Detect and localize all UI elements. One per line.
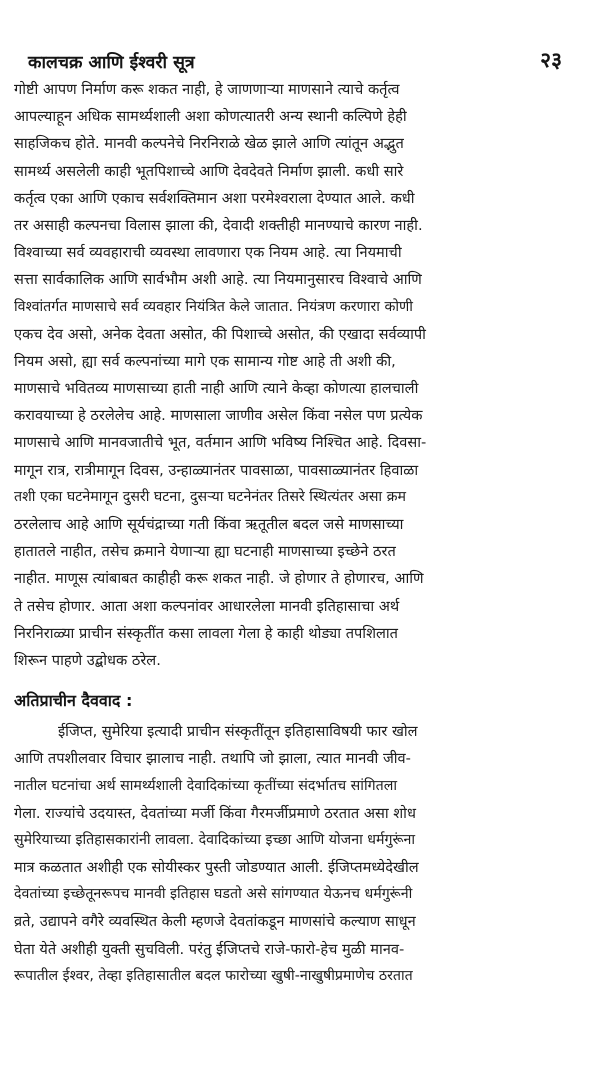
text-line: ईजिप्त, सुमेरिया इत्यादी प्राचीन संस्कृतींतून इतिहासाविषयी फार खोल	[58, 723, 418, 741]
text-line: मात्र कळतात अशीही एक सोयीस्कर पुस्ती जोडण्यात आली. ईजिप्तमध्येदेखील	[14, 859, 419, 877]
text-line: व्रते, उद्यापने वगैरे व्यवस्थित केली म्हणजे देवतांकडून माणसांचे कल्याण साधून	[14, 913, 416, 931]
section-heading: अतिप्राचीन दैववाद :	[14, 691, 133, 711]
text-line: साहजिकच होते. मानवी कल्पनेचे निरनिराळे खेळ झाले आणि त्यांतून अद्भुत	[14, 135, 404, 153]
text-line: हातातले नाहीत, तसेच क्रमाने येणाऱ्या ह्या घटनाही माणसाच्या इच्छेने ठरत	[14, 543, 396, 561]
text-line: माणसाचे भवितव्य माणसाच्या हाती नाही आणि त्याने केव्हा कोणत्या हालचाली	[14, 380, 419, 398]
text-line: ते तसेच होणार. आता अशा कल्पनांवर आधारलेला मानवी इतिहासाचा अर्थ	[14, 597, 400, 615]
text-line: करावयाच्या हे ठरलेलेच आहे. माणसाला जाणीव असेल किंवा नसेल पण प्रत्येक	[14, 407, 423, 425]
text-line: कर्तृत्व एका आणि एकाच सर्वशक्तिमान अशा परमेश्वराला देण्यात आले. कधी	[14, 189, 415, 207]
running-header	[14, 0, 582, 76]
text-line: सुमेरियाच्या इतिहासकारांनी लावला. देवादिकांच्या इच्छा आणि योजना धर्मगुरूंना	[14, 831, 416, 848]
text-line: माणसाचे आणि मानवजातीचे भूत, वर्तमान आणि भविष्य निश्चित आहे. दिवसा-	[14, 434, 427, 452]
text-line: देवतांच्या इच्छेतूनरूपच मानवी इतिहास घडतो असे सांगण्यात येऊनच धर्मगुरूंनी	[14, 886, 413, 903]
text-line: गेला. राज्यांचे उदयास्त, देवतांच्या मर्जी किंवा गैरमर्जीप्रमाणे ठरतात असा शोध	[14, 804, 416, 822]
text-line: विश्वांतर्गत माणसाचे सर्व व्यवहार नियंत्रित केले जातात. नियंत्रण करणारा कोणी	[14, 298, 413, 315]
text-line: सत्ता सार्वकालिक आणि सार्वभौम अशी आहे. त्या नियमानुसारच विश्वाचे आणि	[14, 271, 422, 289]
text-line: तर असाही कल्पनचा विलास झाला की, देवादी शक्तीही मानण्याचे कारण नाही.	[14, 216, 423, 234]
paragraph-continued	[14, 76, 582, 674]
text-line: निरनिराळ्या प्राचीन संस्कृतींत कसा लावला गेला हे काही थोड्या तपशिलात	[14, 624, 399, 642]
text-line: आणि तपशीलवार विचार झालाच नाही. तथापि जो झाला, त्यात मानवी जीव-	[14, 750, 411, 768]
text-line: विश्वाच्या सर्व व्यवहाराची व्यवस्था लावणारा एक नियम आहे. त्या नियमाची	[14, 244, 402, 262]
chapter-title: कालचक्र आणि ईश्वरी सूत्र	[28, 53, 195, 73]
text-line: नाहीत. माणूस त्यांबाबत काहीही करू शकत नाही. जे होणार ते होणारच, आणि	[14, 570, 424, 588]
text-line: नियम असो, ह्या सर्व कल्पनांच्या मागे एक सामान्य गोष्ट आहे ती अशी की,	[14, 352, 396, 370]
text-line: आपल्याहून अधिक सामर्थ्यशाली अशा कोणत्यातरी अन्य स्थानी कल्पिणे हेही	[14, 108, 407, 126]
text-line: एकच देव असो, अनेक देवता असोत, की पिशाच्चे असोत, की एखादा सर्वव्यापी	[14, 325, 426, 343]
text-line: मागून रात्र, रात्रीमागून दिवस, उन्हाळ्यानंतर पावसाळा, पावसाळ्यानंतर हिवाळा	[14, 461, 419, 479]
text-line: ठरलेलाच आहे आणि सूर्यचंद्राच्या गती किंवा ऋतूतील बदल जसे माणसाच्या	[14, 516, 404, 533]
text-line: घेता येते अशीही युक्ती सुचविली. परंतु ईजिप्तचे राजे-फारो-हेच मुळी मानव-	[14, 940, 405, 958]
text-line: सामर्थ्य असलेली काही भूतपिशाच्चे आणि देवदेवते निर्माण झाली. कधी सारे	[14, 162, 404, 180]
paragraph-section	[14, 718, 582, 990]
text-line: शिरून पाहणे उद्बोधक ठरेल.	[14, 651, 161, 669]
text-line: तशी एका घटनेमागून दुसरी घटना, दुसऱ्या घटनेनंतर तिसरे स्थित्यंतर असा क्रम	[14, 488, 406, 505]
text-line: नातील घटनांचा अर्थ सामर्थ्यशाली देवादिकांच्या कृतींच्या संदर्भातच सांगितला	[14, 777, 397, 794]
text-line: रूपातील ईश्वर, तेव्हा इतिहासातील बदल फारोच्या खुषी-नाखुषीप्रमाणेच ठरतात	[14, 967, 413, 984]
text-line: गोष्टी आपण निर्माण करू शकत नाही, हे जाणणाऱ्या माणसाने त्याचे कर्तृत्व	[14, 81, 400, 98]
page-number: २३	[540, 48, 562, 72]
